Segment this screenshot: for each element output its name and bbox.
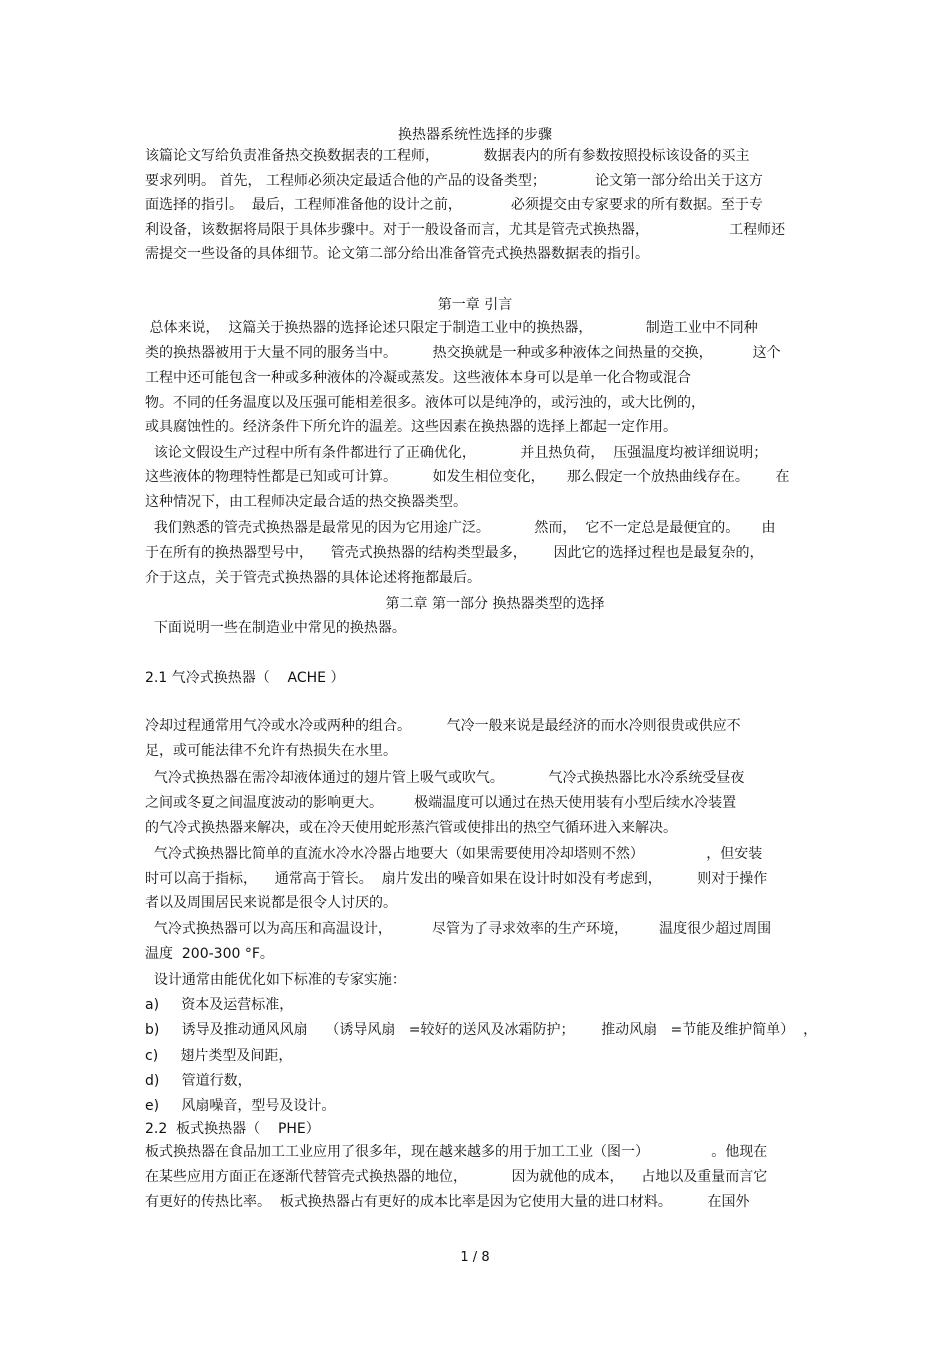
chapter1-line: 总体来说， 这篇关于换热器的选择论述只限定于制造工业中的换热器， 制造工业中不同种 [145, 320, 758, 336]
chapter1-line: 物。不同的任务温度以及压强可能相差很多。液体可以是纯净的，或污浊的，或大比例的， [145, 395, 705, 411]
list-item: b) 诱导及推动通风风扇 （诱导风扇 =较好的送风及冰霜防护； 推动风扇 =节能及维护简单） ， [145, 1022, 818, 1038]
chapter1-line: 该论文假设生产过程中所有条件都进行了正确优化， 并且热负荷， 压强温度均被详细说明； [145, 445, 768, 461]
abstract-line: 利设备，该数据将局限于具体步骤中。对于一般设备而言，尤其是管壳式换热器， 工程师还 [145, 222, 786, 238]
chapter1-line: 工程中还可能包含一种或多种液体的冷凝或蒸发。这些液体本身可以是单一化合物或混合 [145, 370, 691, 386]
chapter1-line: 这些液体的物理特性都是已知或可计算。 如发生相位变化， 那么假定一个放热曲线存在。 在 [145, 469, 790, 485]
section-2-2-line: 有更好的传热比率。 板式换热器占有更好的成本比率是因为它使用大量的进口材料。 在国外 [145, 1194, 750, 1210]
chapter1-line: 类的换热器被用于大量不同的服务当中。 热交换就是一种或多种液体之间热量的交换， 这个 [145, 345, 781, 361]
chapter2-title: 第二章 第一部分 换热器类型的选择 [385, 596, 605, 612]
section-2-1-line: 之间或冬夏之间温度波动的影响更大。 极端温度可以通过在热天使用装有小型后续水冷装置 [145, 795, 737, 811]
chapter1-title: 第一章 引言 [437, 297, 513, 313]
section-2-1-heading: 2.1 气冷式换热器（ ACHE ） [145, 670, 345, 686]
list-item: d) 管道行数， [145, 1073, 252, 1089]
abstract-line: 面选择的指引。 最后，工程师准备他的设计之前， 必须提交由专家要求的所有数据。至于专 [145, 197, 763, 213]
section-2-1-line: 冷却过程通常用气冷或水冷或两种的组合。 气冷一般来说是最经济的而水冷则很贵或供应不 [145, 718, 741, 734]
chapter1-line: 或具腐蚀性的。经济条件下所允许的温差。这些因素在换热器的选择上都起一定作用。 [145, 419, 677, 435]
list-item: a) 资本及运营标准， [145, 997, 294, 1013]
abstract-line: 需提交一些设备的具体细节。论文第二部分给出准备管壳式换热器数据表的指引。 [145, 246, 649, 262]
chapter2-intro: 下面说明一些在制造业中常见的换热器。 [145, 620, 406, 636]
chapter1-line: 这种情况下，由工程师决定最合适的热交换器类型。 [145, 494, 467, 510]
section-2-1-line: 温度 200-300 °F。 [145, 946, 274, 962]
section-2-1-line: 者以及周围居民来说都是很令人讨厌的。 [145, 895, 397, 911]
section-2-1-line: 气冷式换热器可以为高压和高温设计， 尽管为了寻求效率的生产环境， 温度很少超过周围 [145, 921, 772, 937]
abstract-line: 该篇论文写给负责准备热交换数据表的工程师， 数据表内的所有参数按照投标该设备的买主 [145, 148, 750, 164]
list-item: e) 风扇噪音，型号及设计。 [145, 1098, 336, 1114]
chapter1-line: 于在所有的换热器型号中， 管壳式换热器的结构类型最多， 因此它的选择过程也是最复杂的， [145, 545, 764, 561]
abstract-line: 要求列明。 首先， 工程师必须决定最适合他的产品的设备类型； 论文第一部分给出关于这方 [145, 173, 763, 189]
section-2-1-line: 气冷式换热器在需冷却液体通过的翅片管上吸气或吹气。 气冷式换热器比水冷系统受昼夜 [145, 770, 745, 786]
section-2-2-line: 在某些应用方面正在逐渐代替管壳式换热器的地位， 因为就他的成本， 占地以及重量而言它 [145, 1169, 768, 1185]
section-2-1-line: 设计通常由能优化如下标准的专家实施： [145, 972, 406, 988]
section-2-1-line: 时可以高于指标， 通常高于管长。 扇片发出的噪音如果在设计时如没有考虑到， 则对于操作 [145, 871, 768, 887]
section-2-1-line: 足，或可能法律不允许有热损失在水里。 [145, 743, 397, 759]
page-number: 1 / 8 [460, 1250, 490, 1265]
chapter1-line: 介于这点，关于管壳式换热器的具体论述将拖都最后。 [145, 570, 481, 586]
chapter1-line: 我们熟悉的管壳式换热器是最常见的因为它用途广泛。 然而， 它不一定总是最便宜的。 由 [145, 520, 776, 536]
section-2-2-heading: 2.2 板式换热器（ PHE） [145, 1121, 320, 1137]
document-title: 换热器系统性选择的步骤 [398, 127, 552, 143]
section-2-1-line: 气冷式换热器比简单的直流水冷水冷器占地要大（如果需要使用冷却塔则不然） ，但安装 [145, 846, 763, 862]
list-item: c) 翅片类型及间距， [145, 1048, 293, 1064]
section-2-2-line: 板式换热器在食品加工工业应用了很多年，现在越来越多的用于加工工业（图一） 。他现在 [145, 1144, 768, 1160]
section-2-1-line: 的气冷式换热器来解决，或在冷天使用蛇形蒸汽管或使排出的热空气循环进入来解决。 [145, 820, 677, 836]
